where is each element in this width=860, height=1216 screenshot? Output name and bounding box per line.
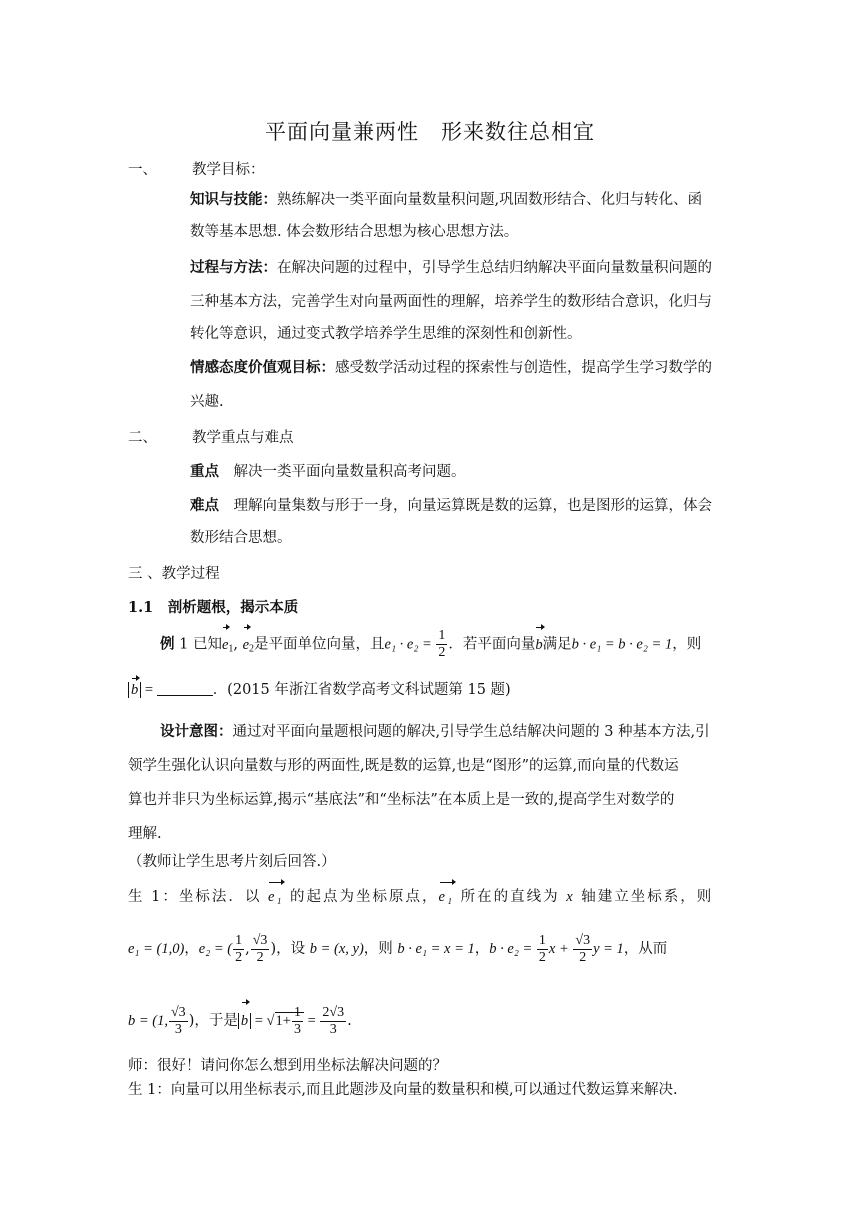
student-one-line-1: [128, 884, 713, 910]
student-one-text-4: 轴建立坐标系，则: [574, 889, 714, 905]
knowledge-goal: [190, 190, 702, 210]
fraction-one-half: [233, 933, 244, 966]
fraction-numerator: 1: [538, 932, 546, 948]
example-one: 例 1 已知$e_1$, $e_2$是平面单位向量，且e₁ · e₂ = $\frac{1}{2}$ ．若平面向量b满足b · e₁ = b · e₂ = 1，则: [160, 628, 702, 660]
design-intent-text-4: 理解.: [128, 826, 162, 842]
student-one-line-3: b = (1, $\frac{√3}{3}$ )，于是 b = √1+ $\frac{1}{3}$ = $\frac{2√3}{3}$ .: [128, 1004, 352, 1038]
vector-e1: e₁: [268, 884, 283, 910]
vector-e1: e: [222, 629, 228, 661]
equation-a: b · e₁ = x = 1: [397, 941, 475, 957]
section-two-number: 二、: [128, 430, 157, 446]
student-one-text-1: 生 1：坐标法．以: [128, 889, 268, 905]
design-intent-text-2: 领学生强化认识向量数与形的两面性,既是数的运算,也是“图形”的运算,而向量的代数运: [128, 758, 679, 774]
vector-e2: e: [243, 629, 249, 661]
abs-b: [128, 682, 141, 698]
fraction-one-third: [292, 1005, 303, 1038]
student-one-text-5: ，设: [276, 941, 310, 957]
example-one-text-2: 是平面单位向量，且: [254, 636, 385, 653]
student-one-text-2: 的起点为坐标原点，: [283, 889, 439, 905]
difficulty-label: 难点: [190, 497, 234, 514]
knowledge-goal-text-1: 熟练解决一类平面向量数量积问题,巩固数形结合、化归与转化、函: [277, 192, 703, 208]
design-intent-text-3: 算也并非只为坐标运算,揭示“基底法”和“坐标法”在本质上是一致的,提高学生对数学的: [128, 792, 675, 808]
fraction-numerator: √3: [252, 932, 268, 948]
process-goal: [190, 258, 712, 278]
design-intent: [160, 722, 710, 742]
example-one-text-4: 满足: [542, 636, 572, 653]
page-title: 平面向量兼两性 形来数往总相宜: [265, 120, 595, 144]
student-one-text-6: ，则: [363, 941, 398, 957]
fraction-numerator: √3: [575, 932, 591, 948]
student-one-answer: 生 1：向量可以用坐标表示,而且此题涉及向量的数量积和模,可以通过代数运算来解决.: [128, 1082, 678, 1098]
b-definition: b = (x, y): [309, 941, 364, 957]
teacher-note: （教师让学生思考片刻后回答.）: [128, 854, 336, 870]
e2-coordinates-prefix: e₂ = (: [198, 941, 233, 957]
fraction-numerator: 1: [438, 628, 446, 643]
equals-sign: =: [251, 1013, 267, 1029]
variable-x: x: [566, 889, 575, 905]
key-point-text: 解决一类平面向量数量积高考问题。: [233, 464, 466, 480]
fraction-numerator: 1: [235, 932, 243, 948]
fraction-denominator: 3: [329, 1021, 337, 1037]
knowledge-goal-text-2: 数等基本思想. 体会数形结合思想为核心思想方法。: [190, 224, 519, 240]
difficulty: [190, 496, 712, 516]
equals-sign: =: [141, 682, 157, 698]
process-goal-text-3: 转化等意识，通过变式教学培养学生思维的深刻性和创新性。: [190, 326, 582, 342]
emotion-goal-label: 情感态度价值观目标：: [190, 359, 335, 376]
student-one-text-7: ，从而: [623, 941, 668, 957]
fraction-root3-over-3: [169, 1005, 188, 1038]
dot-expression: e₁ · e₂ =: [384, 636, 436, 653]
fraction-root3-over-2: [573, 933, 592, 966]
difficulty-text-2: 数形结合思想。: [190, 530, 292, 546]
abs-b: [238, 1013, 251, 1029]
b-result-prefix: b = (1,: [128, 1013, 168, 1029]
example-one-text-3: ．若平面向量: [448, 636, 536, 653]
fraction-denominator: 3: [174, 1021, 182, 1037]
teacher-question: 师：很好！请问你怎么想到用坐标法解决问题的？: [128, 1058, 447, 1074]
vector-e1: e₁: [439, 884, 454, 910]
equation-b-end: y = 1: [593, 941, 624, 957]
sqrt-symbol: √: [266, 1013, 275, 1029]
knowledge-goal-label: 知识与技能：: [190, 191, 277, 208]
student-one-line-2: e₁ = (1,0)，e₂ = ( $\frac{1}{2}$ , $\frac{√3}{2}$ )，设 b = (x, y)，则 b · e₁ = x = 1，b · e₂ = $\frac{1}{2}$ x + $\frac{√3}{2}$ y = 1，从而: [128, 932, 668, 965]
fraction-denominator: 2: [538, 949, 546, 965]
equation-b-middle: x +: [548, 941, 573, 957]
example-one-question: [128, 680, 511, 700]
fraction-denominator: 2: [579, 949, 587, 965]
section-one-number: 一、: [128, 162, 157, 178]
radicand-one-plus: 1+: [275, 1013, 291, 1029]
example-one-text-5: ，则: [672, 636, 702, 653]
student-one-text-9: .: [347, 1013, 352, 1029]
example-one-text-1: 1 已知: [174, 636, 222, 653]
vector-b: b: [535, 629, 542, 661]
subsection-heading: 1.1 剖析题根，揭示本质: [128, 599, 299, 616]
key-point-label: 重点: [190, 463, 234, 480]
example-one-label: 例: [160, 635, 175, 653]
section-two-heading: 教学重点与难点: [192, 430, 294, 446]
emotion-goal-text-2: 兴趣.: [190, 394, 224, 410]
example-one-source: ．(2015 年浙江省数学高考文科试题第 15 题): [212, 682, 511, 698]
subscript: 1: [228, 643, 234, 655]
student-one-text-8: ，于是: [194, 1013, 238, 1029]
fraction-one-half: [537, 933, 548, 966]
fraction-numerator: √3: [171, 1004, 186, 1020]
design-intent-text-1: 通过对平面向量题根问题的解决,引导学生总结解决问题的 3 种基本方法,引: [232, 724, 710, 740]
sqrt-radicand: [275, 1005, 304, 1038]
equals-sign: =: [303, 1013, 320, 1029]
key-point: [190, 462, 466, 482]
section-one-heading: 教学目标：: [192, 162, 265, 178]
subscript: 2: [249, 643, 255, 655]
fraction-numerator: 1: [293, 1005, 301, 1021]
fraction-denominator: 2: [256, 949, 264, 965]
fraction-denominator: 2: [438, 645, 446, 660]
fraction-denominator: 2: [235, 949, 243, 965]
process-goal-text-2: 三种基本方法，完善学生对向量两面性的理解，培养学生的数形结合意识，化归与: [190, 294, 712, 310]
emotion-goal-text-1: 感受数学活动过程的探索性与创造性，提高学生学习数学的: [335, 360, 712, 376]
emotion-goal: [190, 358, 712, 378]
answer-blank: [157, 681, 213, 696]
process-goal-label: 过程与方法：: [190, 259, 277, 276]
vector-b: b: [131, 682, 139, 698]
design-intent-label: 设计意图：: [160, 723, 233, 740]
student-one-text-3: 所在的直线为: [454, 889, 567, 905]
vector-b: b: [241, 1004, 248, 1038]
e1-coordinates: e₁ = (1,0): [128, 941, 185, 957]
fraction-denominator: 3: [293, 1022, 301, 1038]
difficulty-text-1: 理解向量集数与形于一身，向量运算既是数的运算，也是图形的运算，体会: [233, 498, 712, 514]
condition-expression: b · e₁ = b · e₂ = 1: [571, 636, 673, 653]
fraction-root3-over-2: [251, 933, 270, 966]
fraction-numerator: 2√3: [322, 1004, 345, 1020]
fraction-one-half: [436, 628, 447, 661]
equation-b-prefix: b · e₂ =: [489, 941, 536, 957]
fraction-2root3-over-3: [320, 1005, 346, 1038]
process-goal-text-1: 在解决问题的过程中，引导学生总结归纳解决平面向量数量积问题的: [277, 260, 712, 276]
section-three-heading: 三 、教学过程: [128, 566, 220, 582]
